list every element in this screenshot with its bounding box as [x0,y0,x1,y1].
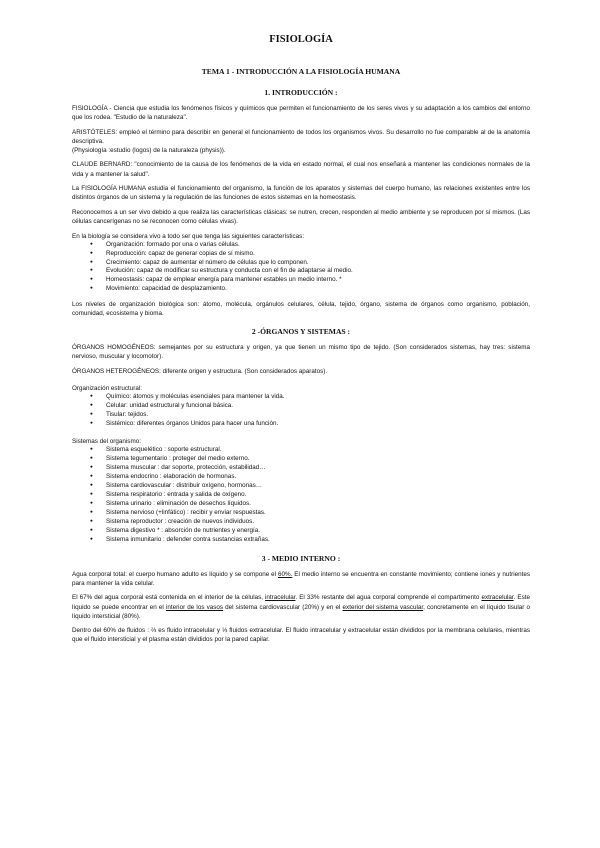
list-item: ● Sistema inmunitario : defender contra sustancias extrañas. [106,536,530,545]
list-item: ● Sistema endocrino : elaboración de hormonas. [106,473,530,482]
paragraph: (Physiología :estudio (logos) de la naturaleza (physis)). [72,146,226,154]
section-2-heading: 2 -ÓRGANOS Y SISTEMAS : [251,327,351,337]
list-label: Organización estructural: [72,384,142,392]
document-page [72,34,530,650]
list-item: ● Sistema muscular : dar soporte, protección, estabilidad… [106,464,530,473]
list-item: ● Organización: formado por una o varias células. [106,241,530,250]
section-1-heading: 1. INTRODUCCIÓN : [264,88,338,97]
list-item: ● Sistema respiratorio : entrada y salida de oxígeno. [106,491,530,500]
paragraph: ÓRGANOS HETEROGÉNEOS: diferente origen y estructura. (Son considerados aparatos). [72,367,328,375]
list-item: ● Sistema tegumentario : proteger del medio externo. [106,455,530,464]
paragraph: CLAUDE BERNARD: "conocimiento de la causa de los fenómenos de la vida en estado normal, el cual nos enseñará a mantener las condiciones normales de la vida y a mantener la salud". [72,161,530,178]
paragraph: Reconocemos a un ser vivo debido a que realiza las características clásicas: se nutren, crecen, responden al medio ambiente y se reproducen por sí mismos. (Las células cancerígenas no se reconocen como células vivas). [72,208,530,225]
organization-list [72,393,530,429]
list-item: ● Crecimiento: capaz de aumentar el número de células que lo componen. [106,259,530,268]
paragraph: El 67% del agua corporal está contenida en el interior de la células, intracelular. El 33% restante del agua corporal comprende el compartimento extracelular. Este líquido se puede encontrar en el interior de los vasos del sistema cardiovascular (20%) y en el exterior del sistema vascular, concretamente en el líquido tisular o líquido intersticial (80%). [72,594,530,620]
list-item: ● Sistema nervioso (+linfático) : recibir y enviar respuestas. [106,509,530,518]
characteristics-list [72,241,530,295]
list-item: ● Sistema urinario : eliminación de desechos líquidos. [106,500,530,509]
paragraph: FISIOLOGÍA - Ciencia que estudia los fenómenos físicos y químicos que permiten el funcionamiento de los seres vivos y su adaptación a los cambios del entorno que los rodea. "Estudio de la naturaleza". [72,105,530,122]
list-item: ● Homeostasis: capaz de emplear energía para mantener estables un medio interno. * [106,276,530,285]
paragraph: Los niveles de organización biológica son: átomo, molécula, orgánulos celulares, célula, tejido, órgano, sistema de órganos como organismo, población, comunidad, ecosistema y bioma. [72,300,530,317]
list-item: ● Celular: unidad estructural y funcional básica. [106,402,530,411]
paragraph: Dentro del 60% de fluidos : ⅔ es fluido intracelular y ⅓ fluidos extracelular. El fluido intracelular y extracelular están divididos por la membrana celulares, mientras que el fluido intersticial y el plasma están divididos por la pared capilar. [72,627,530,644]
list-item: ● Evolución: capaz de modificar su estructura y conducta con el fin de adaptarse al medio. [106,267,530,276]
list-item: ● Sistema esquelético : soporte estructural. [106,446,530,455]
section-3-heading: 3 - MEDIO INTERNO : [261,553,341,563]
list-label: Sistemas del organismo: [72,438,141,446]
systems-list [72,446,530,544]
list-item: ● Movimiento: capacidad de desplazamiento. [106,285,530,294]
list-item: ● Sistema reproductor : creación de nuevos individuos. [106,518,530,527]
list-item: ● Tisular: tejidos. [106,411,530,420]
list-item: ● Sistema cardiovascular : distribuir oxígeno, hormonas… [106,482,530,491]
paragraph: Agua corporal total: el cuerpo humano adulto es líquido y se compone el 60%. El medio interno se encuentra en constante movimiento; contiene iones y nutrientes para mantener la vida celular. [72,570,530,587]
paragraph: La FISIOLOGÍA HUMANA estudia el funcionamiento del organismo, la función de los aparatos y sistemas del cuerpo humano, las relaciones existentes entre los distintos órganos de un sistema y la regulación de las funciones de estos sistemas en la homeostasis. [72,185,530,202]
list-item: ● Químico: átomos y moléculas esenciales para mantener la vida. [106,393,530,402]
list-item: ● Reproducción: capaz de generar copias de sí mismo. [106,250,530,259]
document-title: FISIOLOGÍA [269,34,333,45]
paragraph: En la biología se considera vivo a todo ser que tenga las siguientes características: [72,232,305,240]
list-item: ● Sistema digestivo * : absorción de nutrientes y energía. [106,527,530,536]
paragraph: ÓRGANOS HOMOGÉNEOS: semejantes por su estructura y origen, ya que tienen un mismo tipo de tejido. (Son considerados sistemas, hay tres: sistema nervioso, muscular y locomotor). [72,344,530,361]
list-item: ● Sistémico: diferentes órganos Unidos para hacer una función. [106,420,530,429]
topic-title: TEMA 1 - INTRODUCCIÓN A LA FISIOLOGÍA HUMANA [201,67,401,76]
paragraph: ARISTÓTELES: empleó el término para describir en general el funcionamiento de todos los organismos vivos. Su desarrollo no fue comparable al de la anatomía descriptiva. [72,128,530,145]
